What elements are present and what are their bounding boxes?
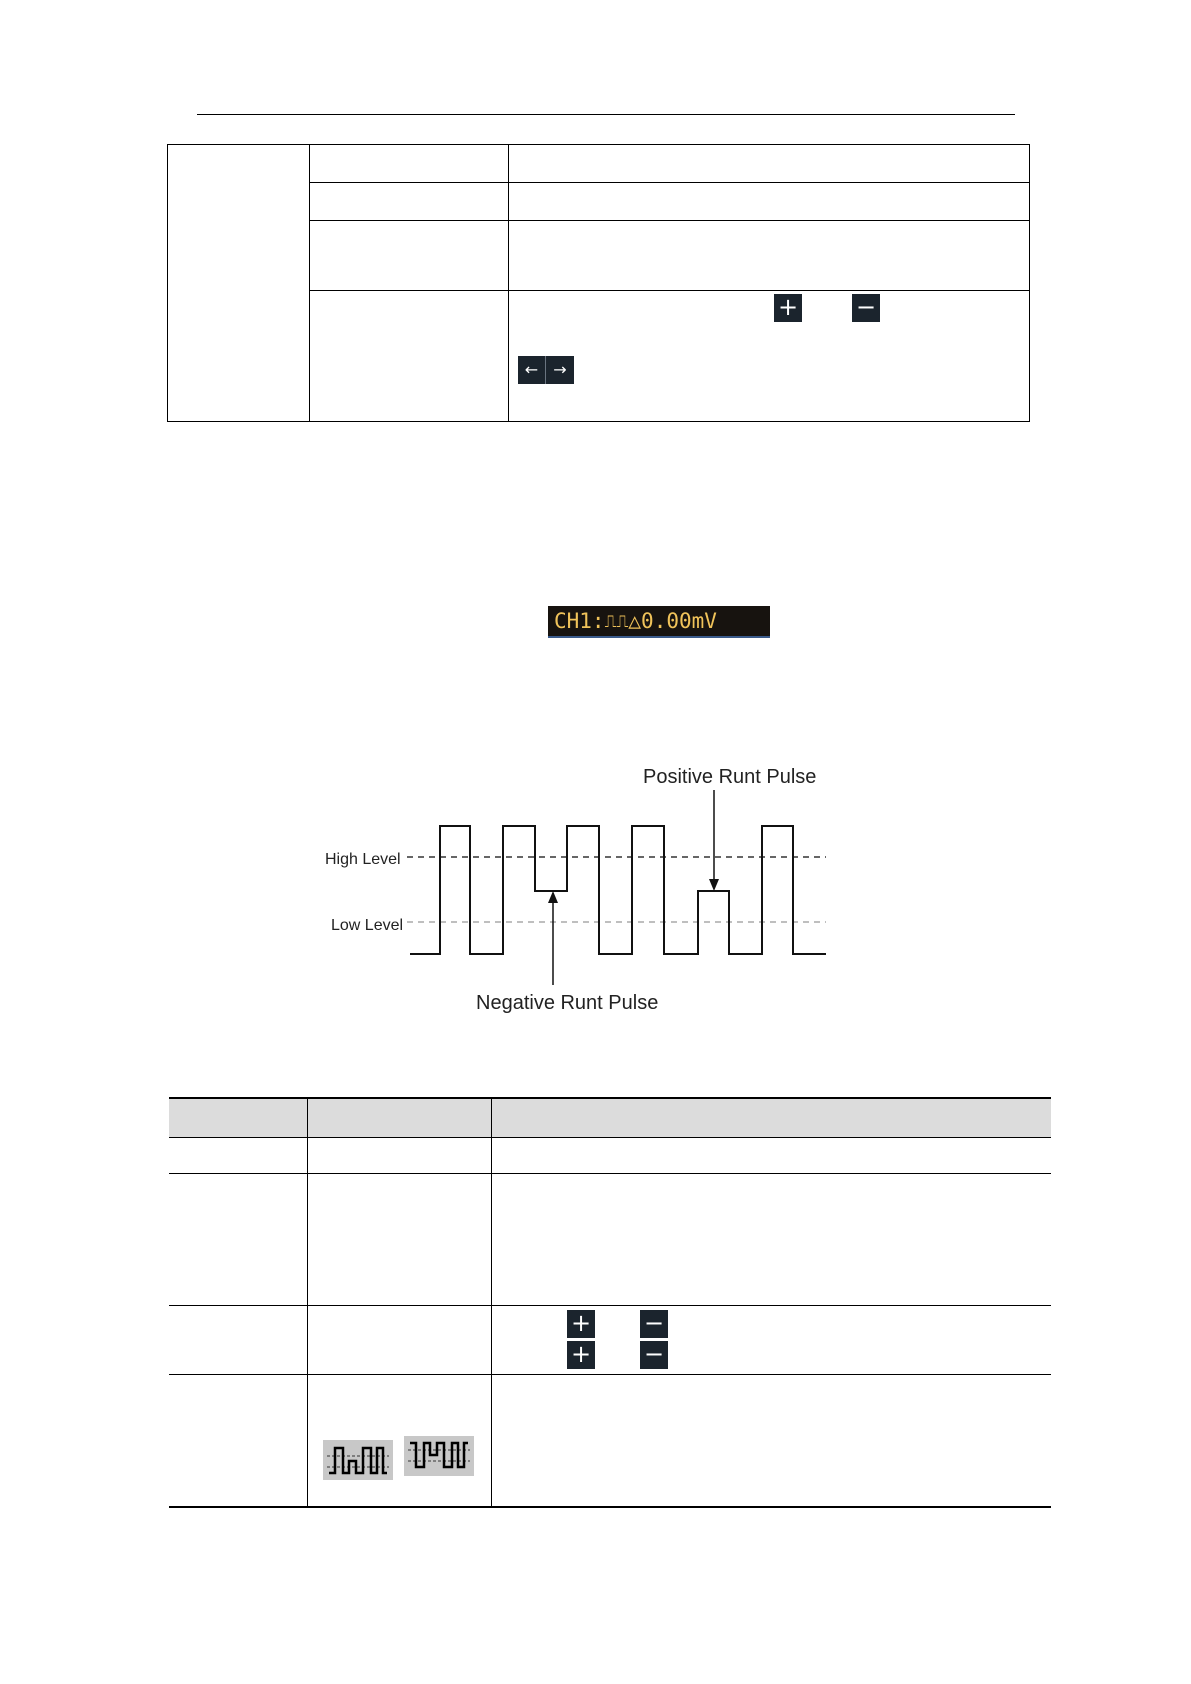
table-cell xyxy=(308,1375,492,1507)
setting-desc-cell xyxy=(509,221,1030,291)
minus-key-icon: − xyxy=(852,294,880,322)
left-arrow-key-icon: ← xyxy=(518,356,546,384)
setting-desc-cell xyxy=(509,145,1030,183)
negative-runt-polarity-icon xyxy=(404,1436,474,1476)
setting-desc-cell xyxy=(509,291,1030,422)
runt-pulse-diagram xyxy=(300,750,860,1030)
table-cell xyxy=(308,1306,492,1375)
setting-name-cell xyxy=(310,145,509,183)
table-cell xyxy=(169,1174,308,1306)
table-cell xyxy=(492,1174,1052,1306)
column-header xyxy=(169,1098,308,1138)
setting-name-cell xyxy=(310,291,509,422)
negative-runt-label: Negative Runt Pulse xyxy=(476,992,659,1014)
table-cell xyxy=(492,1138,1052,1174)
pulse-waveform xyxy=(410,826,826,954)
high-level-label: High Level xyxy=(325,851,401,868)
minus-key-icon: − xyxy=(640,1341,668,1369)
table-row xyxy=(169,1138,1051,1174)
runt-slope-icon: ⎍⎍ xyxy=(604,612,629,632)
setting-name-cell xyxy=(310,183,509,221)
menu-cell xyxy=(168,145,310,422)
column-header xyxy=(308,1098,492,1138)
table-cell xyxy=(169,1138,308,1174)
positive-runt-label: Positive Runt Pulse xyxy=(643,766,817,788)
table-cell xyxy=(169,1375,308,1507)
delta-icon: △ xyxy=(628,609,642,633)
trigger-status-display xyxy=(548,606,770,638)
right-arrow-key-icon: → xyxy=(546,356,574,384)
plus-key-icon: + xyxy=(567,1310,595,1338)
negative-runt-arrowhead xyxy=(548,891,558,903)
low-level-label: Low Level xyxy=(331,917,404,934)
table-cell xyxy=(308,1138,492,1174)
header-rule xyxy=(197,114,1015,115)
settings-table-1 xyxy=(167,144,1030,422)
column-header xyxy=(492,1098,1052,1138)
positive-runt-polarity-icon xyxy=(323,1440,393,1480)
plus-key-icon: + xyxy=(567,1341,595,1369)
settings-table-2 xyxy=(169,1097,1051,1508)
table-row xyxy=(169,1375,1051,1507)
plus-key-icon: + xyxy=(774,294,802,322)
table-cell xyxy=(492,1375,1052,1507)
minus-key-icon: − xyxy=(640,1310,668,1338)
trigger-channel: CH1: xyxy=(554,609,605,633)
table-cell xyxy=(492,1306,1052,1375)
table-cell xyxy=(169,1306,308,1375)
table-row xyxy=(169,1306,1051,1375)
setting-desc-cell xyxy=(509,183,1030,221)
setting-name-cell xyxy=(310,221,509,291)
table-row xyxy=(169,1174,1051,1306)
table-cell xyxy=(308,1174,492,1306)
positive-runt-arrowhead xyxy=(709,879,719,891)
trigger-level: 0.00mV xyxy=(641,609,717,633)
